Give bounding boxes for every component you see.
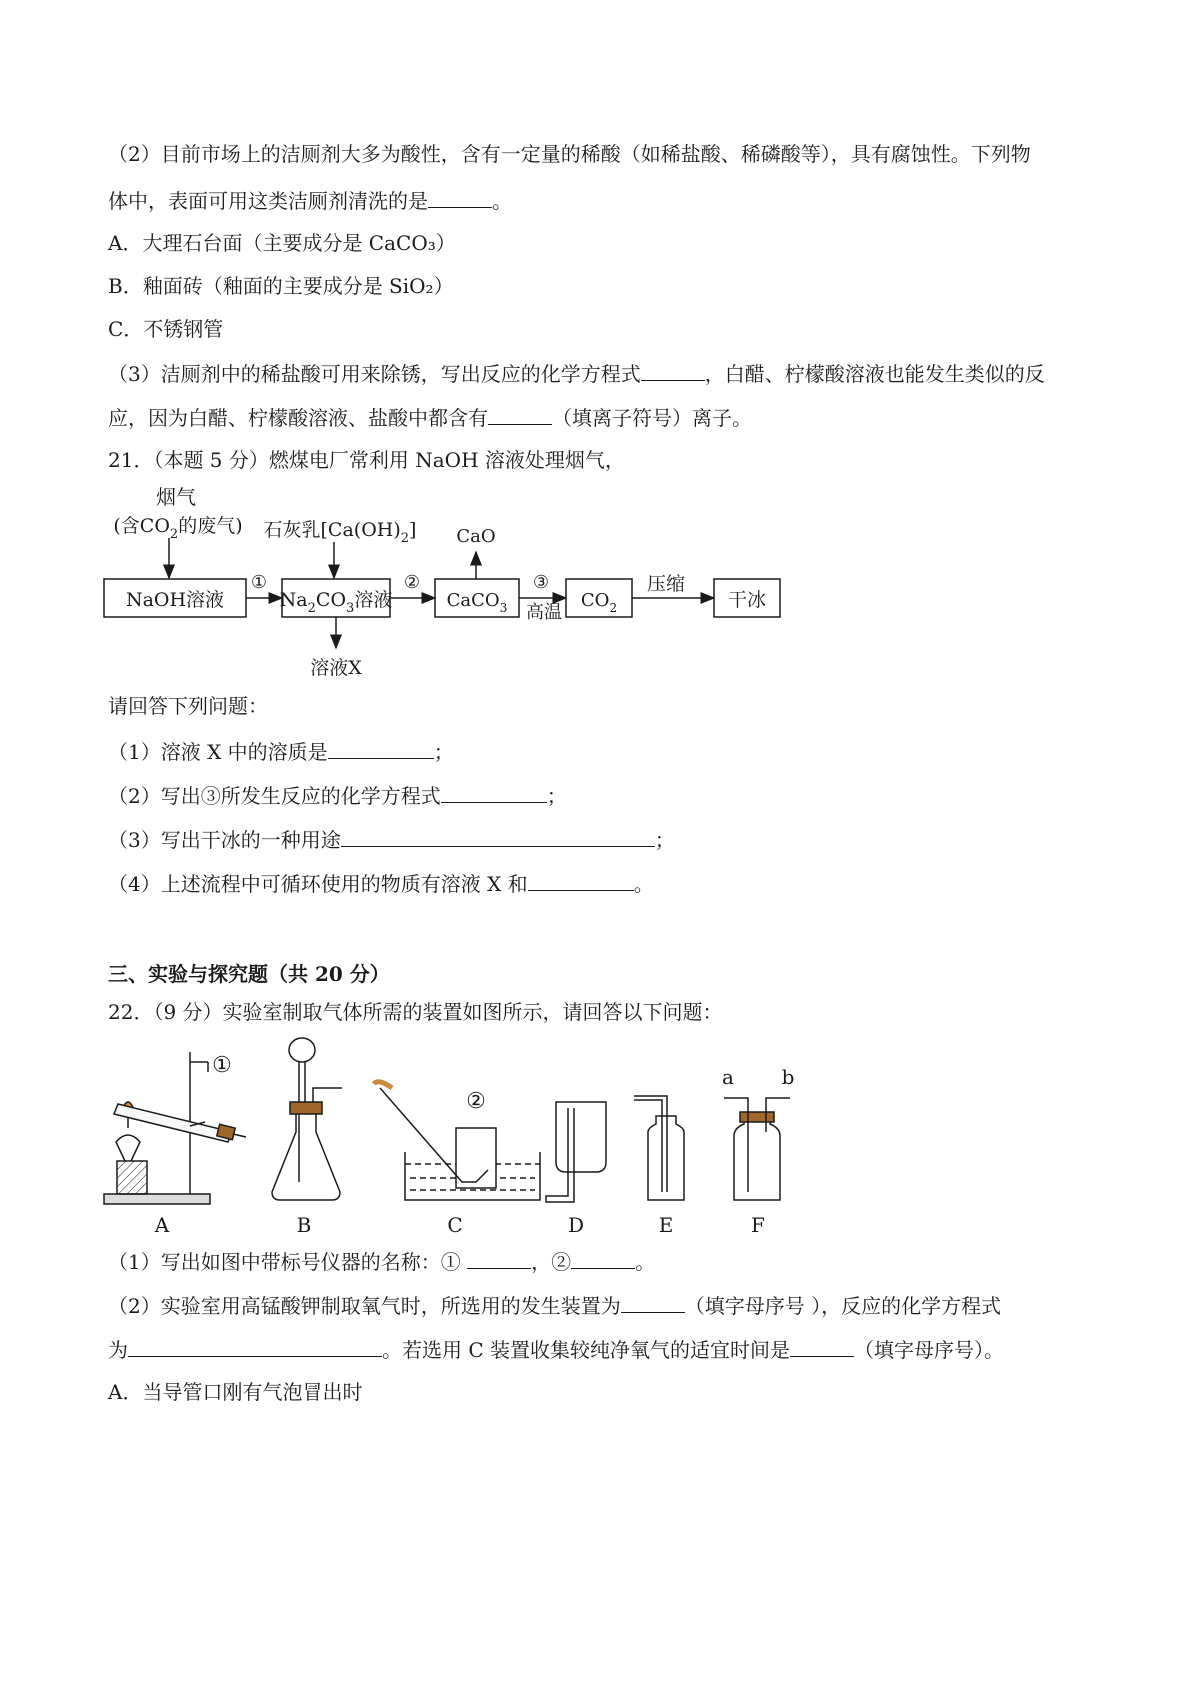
- svg-text:②: ②: [403, 572, 421, 593]
- port-a-label: a: [722, 1065, 734, 1089]
- svg-text:干冰: 干冰: [727, 589, 767, 611]
- q22-stem: 22．（9 分）实验室制取气体所需的装置如图所示，请回答以下问题：: [108, 1000, 723, 1024]
- svg-text:CaCO3: CaCO$_3$: [446, 590, 508, 615]
- apparatus-f: [724, 1098, 790, 1200]
- answer-blank[interactable]: [571, 1246, 635, 1269]
- apparatus-b: [272, 1038, 342, 1200]
- q22-sub2-line2: 为 。若选用 C 装置收集较纯净氧气的适宜时间是 （填字母序号）。: [108, 1334, 1004, 1364]
- q20-part3-line2: 应，因为白醋、柠檬酸溶液、盐酸中都含有 （填离子符号）离子。: [108, 402, 752, 432]
- q22-apparatus-diagram: [0, 1032, 860, 1242]
- flue-gas-desc: (含$CO_2$的废气): [113, 515, 243, 542]
- apparatus-d: [546, 1102, 606, 1202]
- q20-option-c: C．不锈钢管: [108, 317, 224, 341]
- answer-blank[interactable]: [641, 358, 705, 381]
- q20-option-a: A．大理石台面（主要成分是 CaCO₃）: [108, 231, 456, 255]
- answer-blank[interactable]: [621, 1290, 685, 1313]
- q21-sub3: （3）写出干冰的一种用途 ；: [108, 824, 675, 854]
- answer-blank[interactable]: [441, 780, 547, 803]
- label-e: E: [658, 1213, 674, 1237]
- label-c: C: [447, 1213, 463, 1237]
- q20-part2-line2: 体中，表面可用这类洁厕剂清洗的是 。: [108, 185, 512, 215]
- q22-option-a: A．当导管口刚有气泡冒出时: [108, 1380, 363, 1404]
- port-b-label: b: [781, 1065, 795, 1089]
- svg-text:NaOH溶液: NaOH溶液: [125, 589, 225, 611]
- q22-sub1: （1）写出如图中带标号仪器的名称：① ，② 。: [108, 1246, 655, 1276]
- q21-prompt: 请回答下列问题：: [108, 694, 268, 718]
- answer-blank[interactable]: [790, 1334, 854, 1357]
- mark-2: ②: [466, 1089, 486, 1114]
- answer-blank[interactable]: [528, 868, 634, 891]
- apparatus-e: [634, 1096, 684, 1200]
- q21-stem: 21．（本题 5 分）燃煤电厂常利用 NaOH 溶液处理烟气，: [108, 448, 625, 472]
- answer-blank[interactable]: [341, 824, 655, 847]
- section-title: 三、实验与探究题（共 20 分）: [108, 962, 390, 986]
- cao-label: CaO: [456, 526, 496, 547]
- svg-text:CO2: $CO_2$: [580, 590, 618, 615]
- svg-text:①: ①: [250, 572, 268, 593]
- mark-1: ①: [212, 1053, 232, 1078]
- svg-text:Na2CO3溶液: $Na_2CO_3$溶液: [279, 589, 393, 616]
- label-d: D: [567, 1213, 585, 1237]
- svg-text:压缩: 压缩: [646, 573, 686, 595]
- q21-flow-diagram: [0, 480, 820, 690]
- svg-text:高温: 高温: [526, 602, 562, 623]
- q21-sub4: （4）上述流程中可循环使用的物质有溶液 X 和 。: [108, 868, 654, 898]
- answer-blank[interactable]: [467, 1246, 531, 1269]
- apparatus-c: [374, 1082, 540, 1200]
- q20-option-b: B．釉面砖（釉面的主要成分是 SiO₂）: [108, 274, 454, 298]
- q22-sub2-line1: （2）实验室用高锰酸钾制取氧气时，所选用的发生装置为 （填字母序号 ），反应的化学方程式: [108, 1290, 1001, 1320]
- label-f: F: [751, 1213, 765, 1237]
- label-a: A: [154, 1213, 170, 1237]
- answer-blank[interactable]: [328, 736, 434, 759]
- q20-part2-line1: （2）目前市场上的洁厕剂大多为酸性，含有一定量的稀酸（如稀盐酸、稀磷酸等），具有腐蚀性。下列物: [108, 142, 1031, 166]
- q21-sub1: （1）溶液 X 中的溶质是 ；: [108, 736, 454, 766]
- flue-gas-label: 烟气: [156, 485, 196, 509]
- answer-blank[interactable]: [428, 185, 492, 208]
- q21-sub2: （2）写出③所发生反应的化学方程式 ；: [108, 780, 567, 810]
- answer-blank[interactable]: [128, 1334, 382, 1357]
- q20-part3-line1: （3）洁厕剂中的稀盐酸可用来除锈，写出反应的化学方程式 ，白醋、柠檬酸溶液也能发生类似的反: [108, 358, 1045, 388]
- svg-text:③: ③: [532, 572, 550, 593]
- label-b: B: [296, 1213, 312, 1237]
- answer-blank[interactable]: [488, 402, 552, 425]
- lime-milk-label: 石灰乳$[Ca(OH)_2]$: [263, 519, 417, 546]
- solution-x-label: 溶液X: [310, 657, 362, 679]
